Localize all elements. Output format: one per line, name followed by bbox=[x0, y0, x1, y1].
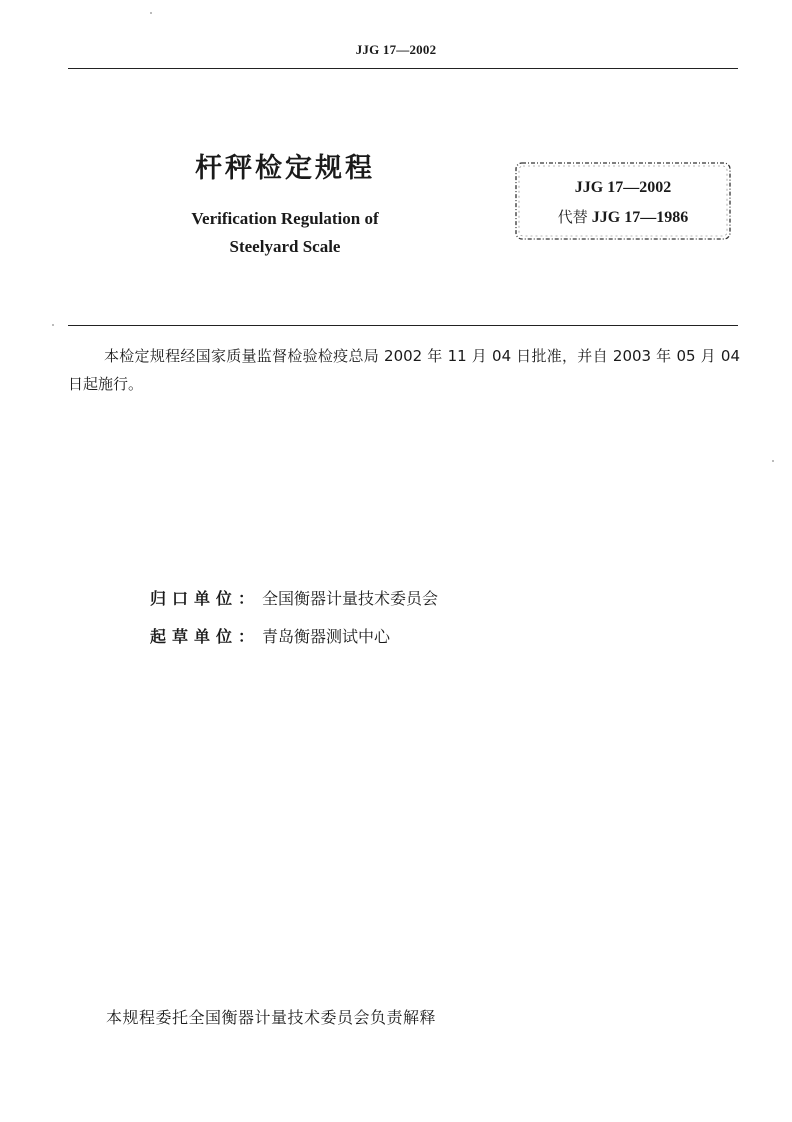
title-english-line2: Steelyard Scale bbox=[229, 237, 341, 256]
org-value: 青岛衡器测试中心 bbox=[262, 627, 391, 646]
current-code: JJG 17—2002 bbox=[574, 179, 672, 196]
org-row-responsible bbox=[150, 586, 438, 609]
org-value: 全国衡器计量技术委员会 bbox=[262, 589, 439, 608]
replaces-line bbox=[513, 206, 733, 227]
interpretation-note: 本规程委托全国衡器计量技术委员会负责解释 bbox=[106, 1008, 437, 1027]
title-english-line1: Verification Regulation of bbox=[191, 209, 379, 228]
scan-speck bbox=[52, 324, 54, 326]
approval-statement: 本检定规程经国家质量监督检验检疫总局 2002 年 11 月 04 日批准，并自 2003 年 05 月 04 日起施行。 bbox=[68, 347, 740, 393]
section-rule bbox=[68, 325, 738, 326]
decorative-border bbox=[513, 160, 733, 242]
header-standard-code: JJG 17—2002 bbox=[355, 42, 437, 57]
replaces-label: 代替 bbox=[557, 208, 588, 226]
scan-speck bbox=[772, 460, 774, 462]
org-label: 起草单位： bbox=[150, 627, 261, 646]
scan-speck bbox=[150, 12, 152, 14]
replaces-code: JJG 17—1986 bbox=[591, 209, 689, 226]
standard-code-box bbox=[513, 160, 733, 242]
org-label: 归口单位： bbox=[150, 589, 261, 608]
header-rule bbox=[68, 68, 738, 69]
org-row-drafting bbox=[150, 624, 390, 647]
title-chinese: 杆秤检定规程 bbox=[195, 153, 375, 184]
